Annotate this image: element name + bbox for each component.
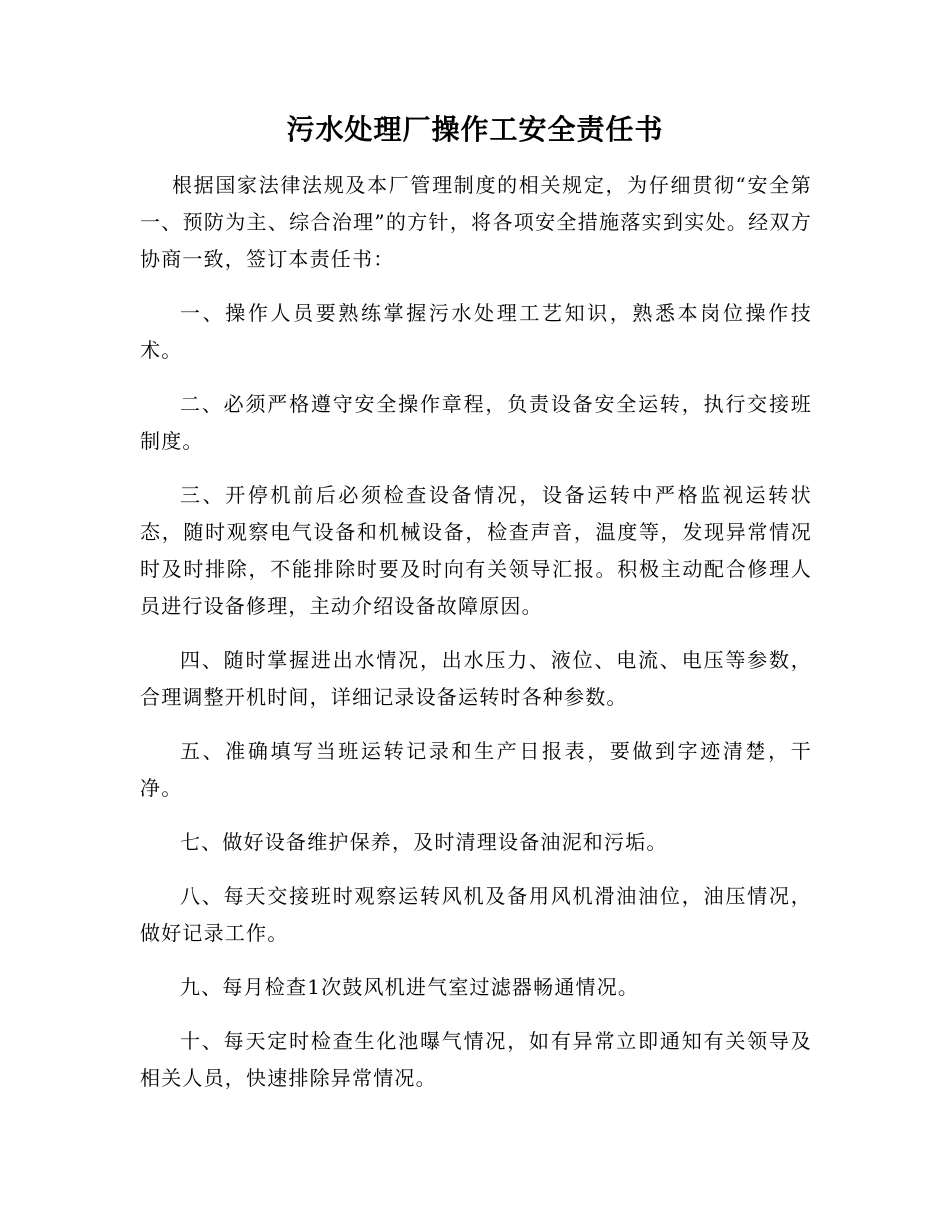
document-body — [140, 167, 812, 1097]
clause-8: 八、每天交接班时观察运转风机及备用风机滑油油位，油压情况，做好记录工作。 — [140, 884, 812, 945]
clause-9: 九、每月检查1次鼓风机进气室过滤器畅通情况。 — [180, 975, 640, 999]
intro-paragraph: 根据国家法律法规及本厂管理制度的相关规定，为仔细贯彻“安全第一、预防为主、综合治理”的方针，将各项安全措施落实到实处。经双方协商一致，签订本责任书： — [140, 173, 812, 271]
clause-1: 一、操作人员要熟练掌握污水处理工艺知识，熟悉本岗位操作技术。 — [140, 301, 812, 362]
clause-3: 三、开停机前后必须检查设备情况，设备运转中严格监视运转状态，随时观察电气设备和机械设备，检查声音，温度等，发现异常情况时及时排除，不能排除时要及时向有关领导汇报。积极主动配合修理人员进行设备修理，主动介绍设备故障原因。 — [140, 483, 812, 618]
clause-10: 十、每天定时检查生化池曝气情况，如有异常立即通知有关领导及相关人员，快速排除异常情况。 — [140, 1029, 812, 1090]
clause-7: 七、做好设备维护保养，及时清理设备油泥和污垢。 — [180, 830, 668, 854]
document-title: 污水处理厂操作工安全责任书 — [286, 113, 664, 146]
clause-5: 五、准确填写当班运转记录和生产日报表，要做到字迹清楚，干净。 — [140, 739, 812, 800]
clause-2: 二、必须严格遵守安全操作章程，负责设备安全运转，执行交接班制度。 — [140, 392, 812, 453]
clause-4: 四、随时掌握进出水情况，出水压力、液位、电流、电压等参数，合理调整开机时间，详细记录设备运转时各种参数。 — [140, 648, 812, 709]
